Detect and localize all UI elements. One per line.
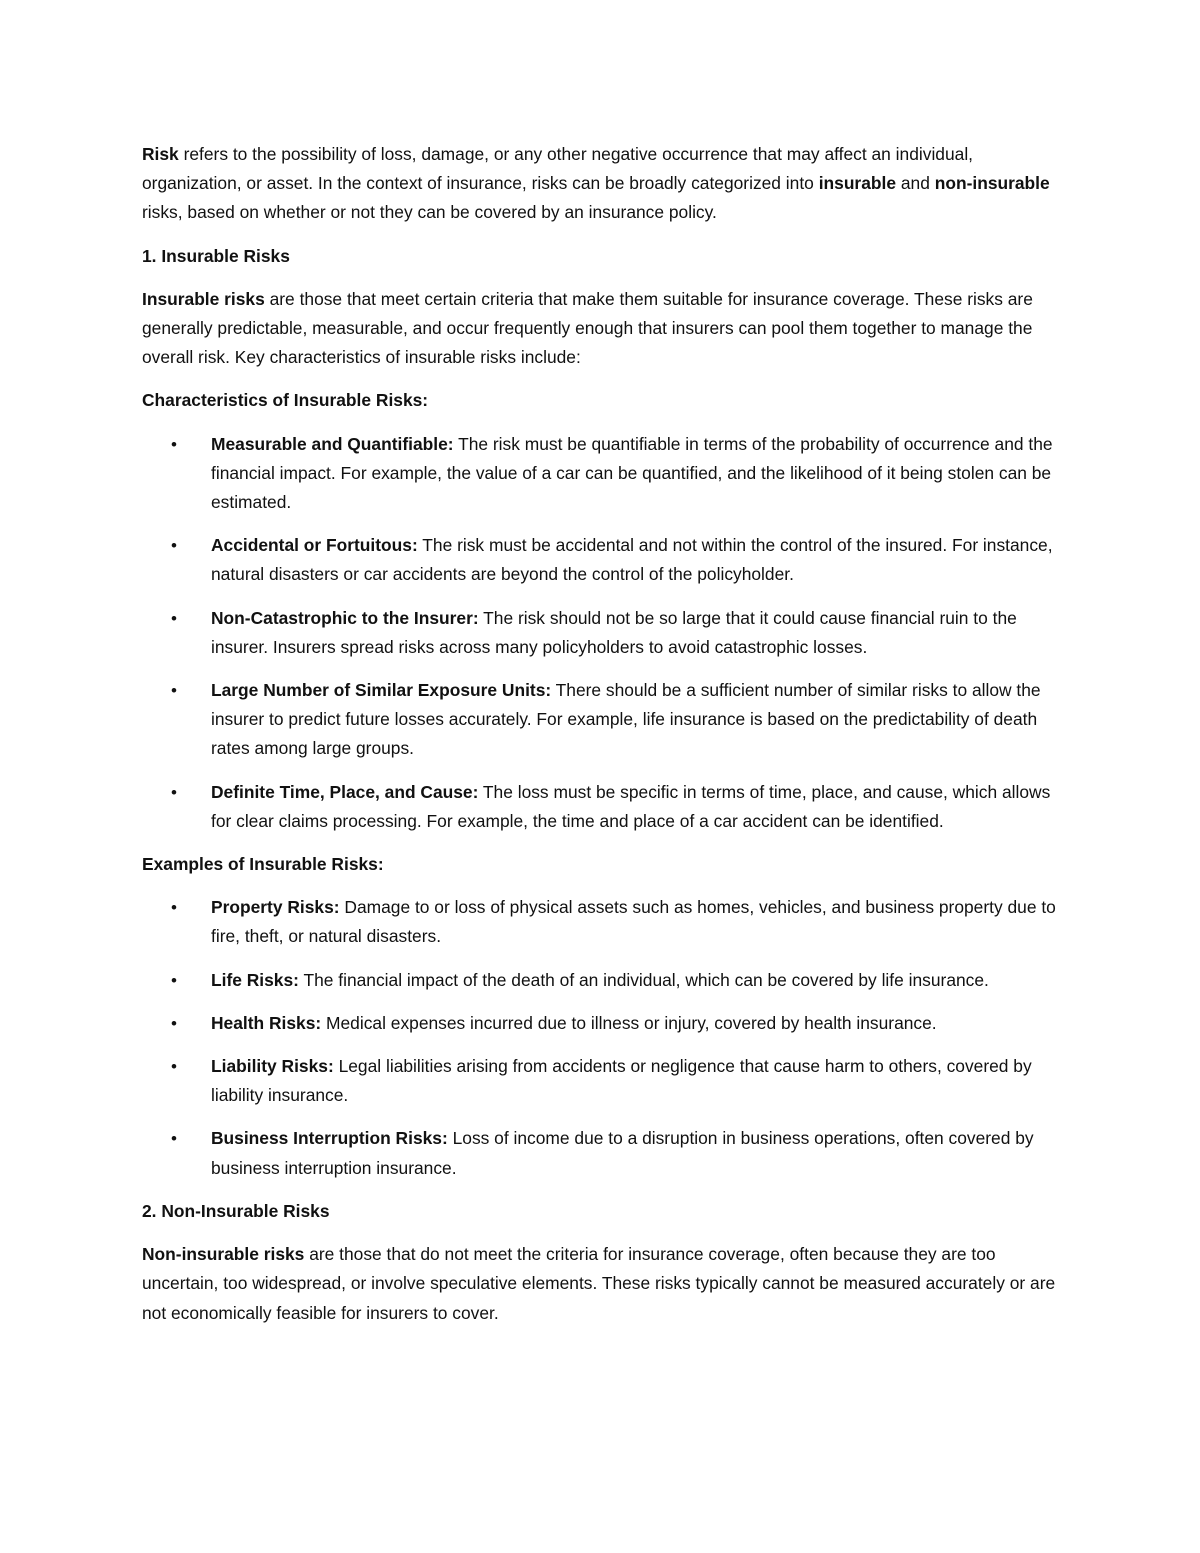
list-item-text: The financial impact of the death of an individual, which can be covered by life insurance.	[298, 969, 989, 990]
examples-list	[142, 893, 1062, 1183]
list-item-label: Definite Time, Place, and Cause:	[211, 781, 479, 802]
list-item	[142, 778, 1062, 836]
list-item	[142, 1124, 1062, 1182]
list-item-label: Measurable and Quantifiable:	[211, 433, 454, 454]
section2-paragraph	[142, 1240, 1062, 1328]
list-item	[142, 531, 1062, 589]
intro-term-risk: Risk	[142, 144, 179, 164]
list-item	[142, 430, 1062, 518]
list-item-text: Medical expenses incurred due to illness or injury, covered by health insurance.	[321, 1012, 937, 1033]
intro-term-non-insurable: non-insurable	[934, 173, 1050, 194]
list-item	[142, 604, 1062, 662]
intro-term-insurable: insurable	[818, 173, 897, 194]
list-item	[142, 1009, 1062, 1038]
characteristics-heading: Characteristics of Insurable Risks:	[142, 390, 429, 411]
list-item	[142, 1052, 1062, 1110]
list-item-label: Large Number of Similar Exposure Units:	[211, 680, 552, 701]
list-item-text: There should be a sufficient number of similar risks to allow the insurer to predict future losses accurately. For example, life insurance is based on the predictability of death rates among large groups.	[211, 680, 1041, 759]
list-item-text: The risk must be quantifiable in terms of the probability of occurrence and the financial impact. For example, the value of a car can be quantified, and the likelihood of it being stolen can be estimated.	[211, 433, 1053, 513]
bullet-icon: •	[171, 1013, 177, 1033]
list-item-label: Health Risks:	[211, 1012, 322, 1033]
section2-text: are those that do not meet the criteria for insurance coverage, often because they are too uncertain, too widespread, or involve speculative elements. These risks typically cannot be measured accurately or are not economically feasible for insurers to cover.	[142, 1244, 1056, 1323]
intro-text-2: and	[896, 173, 935, 194]
bullet-icon: •	[171, 608, 177, 628]
intro-paragraph	[142, 140, 1062, 228]
list-item-label: Property Risks:	[211, 897, 340, 918]
bullet-icon: •	[171, 681, 177, 701]
list-item-label: Life Risks:	[211, 969, 299, 990]
intro-text-1: refers to the possibility of loss, damage, or any other negative occurrence that may affect an individual, organization, or asset. In the context of insurance, risks can be broadly categorized into	[142, 144, 974, 194]
bullet-icon: •	[171, 782, 177, 802]
bullet-icon: •	[171, 536, 177, 556]
document-page	[142, 140, 1062, 1342]
bullet-icon: •	[171, 1057, 177, 1077]
section1-heading: 1. Insurable Risks	[142, 245, 290, 266]
bullet-icon: •	[171, 1129, 177, 1149]
section1-term: Insurable risks	[142, 288, 265, 309]
list-item-label: Accidental or Fortuitous:	[211, 535, 418, 556]
list-item-label: Non-Catastrophic to the Insurer:	[211, 607, 479, 628]
list-item-text: The loss must be specific in terms of time, place, and cause, which allows for clear claims processing. For example, the time and place of a car accident can be identified.	[211, 781, 1051, 831]
list-item-text: The risk must be accidental and not within the control of the insured. For instance, natural disasters or car accidents are beyond the control of the policyholder.	[211, 535, 1053, 585]
list-item-text: Damage to or loss of physical assets such as homes, vehicles, and business property due to fire, theft, or natural disasters.	[211, 897, 1056, 947]
list-item	[142, 676, 1062, 764]
list-item	[142, 893, 1062, 951]
characteristics-list	[142, 430, 1062, 836]
bullet-icon: •	[171, 434, 177, 454]
list-item	[142, 966, 1062, 995]
list-item-text: Loss of income due to a disruption in business operations, often covered by business interruption insurance.	[211, 1128, 1034, 1178]
intro-text-3: risks, based on whether or not they can be covered by an insurance policy.	[142, 202, 717, 223]
list-item-label: Business Interruption Risks:	[211, 1128, 448, 1149]
examples-heading: Examples of Insurable Risks:	[142, 854, 384, 875]
bullet-icon: •	[171, 970, 177, 990]
bullet-icon: •	[171, 898, 177, 918]
section1-text: are those that meet certain criteria that make them suitable for insurance coverage. These risks are generally predictable, measurable, and occur frequently enough that insurers can pool them together to manage the overall risk. Key characteristics of insurable risks include:	[142, 288, 1033, 368]
list-item-text: The risk should not be so large that it could cause financial ruin to the insurer. Insurers spread risks across many policyholders to avoid catastrophic losses.	[211, 607, 1017, 657]
section2-heading: 2. Non-Insurable Risks	[142, 1200, 330, 1221]
list-item-label: Liability Risks:	[211, 1056, 334, 1077]
section1-paragraph	[142, 285, 1062, 373]
list-item-text: Legal liabilities arising from accidents or negligence that cause harm to others, covered by liability insurance.	[211, 1056, 1032, 1106]
section2-term: Non-insurable risks	[142, 1244, 305, 1265]
